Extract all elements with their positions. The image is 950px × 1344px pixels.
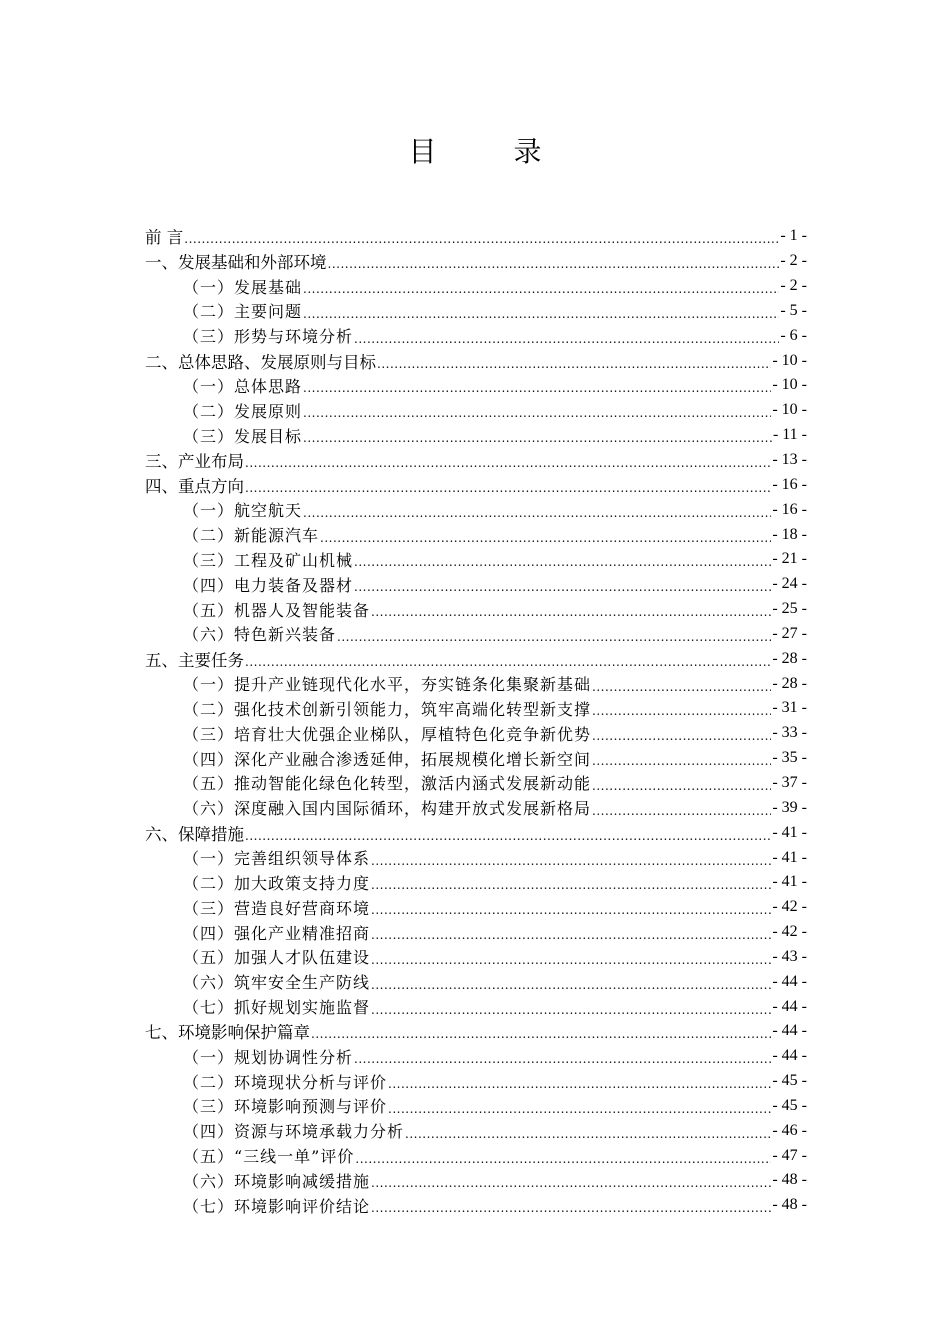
toc-entry-title: 四、重点方向 [145, 476, 244, 496]
toc-page-number: - 44 - [772, 997, 807, 1015]
toc-entry-title: （二）加大政策支持力度 [183, 873, 371, 893]
toc-entry-title: （六）环境影响减缓措施 [183, 1171, 371, 1191]
toc-section-entry[interactable] [145, 771, 807, 796]
dot-leader [354, 1052, 771, 1066]
toc-page-number: - 18 - [772, 525, 807, 543]
dot-leader [303, 282, 779, 296]
toc-entry-title: （二）发展原则 [183, 401, 303, 421]
toc-entry-title: 三、产业布局 [145, 452, 244, 472]
dot-leader [303, 506, 771, 520]
toc-page-number: - 16 - [772, 500, 807, 518]
toc-entry-title: 六、保障措施 [145, 824, 244, 844]
toc-page-number: - 44 - [772, 1047, 807, 1065]
toc-page-number: - 39 - [772, 798, 807, 816]
dot-leader [371, 978, 771, 992]
toc-entry-title: （一）总体思路 [183, 376, 303, 396]
toc-entry-title: 五、主要任务 [145, 650, 244, 670]
toc-entry-title: （五）加强人才队伍建设 [183, 948, 371, 968]
toc-entry-title: （五）“三线一单”评价 [183, 1147, 355, 1167]
toc-section-entry[interactable] [145, 994, 807, 1019]
dot-leader [311, 1027, 771, 1041]
toc-section-entry[interactable] [145, 373, 807, 398]
toc-section-entry[interactable] [145, 944, 807, 969]
toc-chapter-entry[interactable] [145, 472, 807, 497]
toc-section-entry[interactable] [145, 671, 807, 696]
toc-chapter-entry[interactable] [145, 646, 807, 671]
toc-section-entry[interactable] [145, 1118, 807, 1143]
toc-page-number: - 5 - [780, 301, 807, 319]
toc-chapter-entry[interactable] [145, 1019, 807, 1044]
toc-page-number: - 44 - [772, 1022, 807, 1040]
toc-entry-title: （四）深化产业融合渗透延伸，拓展规模化增长新空间 [183, 749, 592, 769]
dot-leader [245, 481, 771, 495]
dot-leader [354, 580, 771, 594]
dot-leader [371, 878, 771, 892]
dot-leader [592, 779, 771, 793]
dot-leader [184, 232, 779, 246]
toc-section-entry[interactable] [145, 845, 807, 870]
dot-leader [388, 1077, 771, 1091]
dot-leader [354, 332, 779, 346]
toc-section-entry[interactable] [145, 398, 807, 423]
toc-page-number: - 48 - [772, 1171, 807, 1189]
toc-entry-title: （四）资源与环境承载力分析 [183, 1122, 405, 1142]
toc-entry-title: （四）电力装备及器材 [183, 575, 354, 595]
toc-entry-title: （六）筑牢安全生产防线 [183, 973, 371, 993]
toc-page-number: - 10 - [772, 401, 807, 419]
toc-section-entry[interactable] [145, 969, 807, 994]
toc-entry-title: 前 言 [145, 228, 184, 248]
toc-entry-title: （三）发展目标 [183, 426, 303, 446]
dot-leader [245, 655, 771, 669]
dot-leader [371, 928, 771, 942]
toc-entry-title: （一）提升产业链现代化水平，夯实链条化集聚新基础 [183, 675, 592, 695]
toc-entry-title: （二）新能源汽车 [183, 526, 320, 546]
toc-entry-title: （一）完善组织领导体系 [183, 849, 371, 869]
toc-page-number: - 28 - [772, 649, 807, 667]
dot-leader [388, 1102, 771, 1116]
toc-page-number: - 16 - [772, 475, 807, 493]
toc-page-number: - 1 - [780, 227, 807, 245]
toc-entry-title: （七）环境影响评价结论 [183, 1196, 371, 1216]
table-of-contents [145, 224, 807, 1218]
dot-leader [320, 531, 771, 545]
toc-entry-title: （一）规划协调性分析 [183, 1047, 354, 1067]
dot-leader [592, 804, 771, 818]
toc-section-entry[interactable] [145, 547, 807, 572]
toc-entry-title: （七）抓好规划实施监督 [183, 998, 371, 1018]
toc-section-entry[interactable] [145, 696, 807, 721]
dot-leader [371, 605, 771, 619]
toc-entry-title: （六）特色新兴装备 [183, 625, 337, 645]
toc-page-number: - 24 - [772, 575, 807, 593]
toc-chapter-entry[interactable] [145, 224, 807, 249]
toc-page-number: - 31 - [772, 699, 807, 717]
dot-leader [371, 1201, 771, 1215]
toc-page-number: - 44 - [772, 972, 807, 990]
toc-chapter-entry[interactable] [145, 249, 807, 274]
toc-page-number: - 41 - [772, 823, 807, 841]
toc-page-number: - 41 - [772, 873, 807, 891]
toc-section-entry[interactable] [145, 497, 807, 522]
page-title: 目 录 [408, 135, 576, 168]
toc-entry-title: 一、发展基础和外部环境 [145, 253, 327, 273]
dot-leader [303, 406, 771, 420]
dot-leader [371, 1003, 771, 1017]
toc-page-number: - 45 - [772, 1072, 807, 1090]
toc-section-entry[interactable] [145, 895, 807, 920]
toc-entry-title: （五）推动智能化绿色化转型，激活内涵式发展新动能 [183, 774, 592, 794]
toc-page-number: - 13 - [772, 451, 807, 469]
toc-page-number: - 46 - [772, 1121, 807, 1139]
toc-page-number: - 45 - [772, 1096, 807, 1114]
toc-page-number: - 41 - [772, 848, 807, 866]
dot-leader [303, 381, 771, 395]
dot-leader [355, 1152, 771, 1166]
toc-section-entry[interactable] [145, 622, 807, 647]
toc-section-entry[interactable] [145, 274, 807, 299]
toc-page-number: - 37 - [772, 773, 807, 791]
toc-section-entry[interactable] [145, 522, 807, 547]
dot-leader [592, 754, 771, 768]
toc-chapter-entry[interactable] [145, 820, 807, 845]
toc-entry-title: （六）深度融入国内国际循环，构建开放式发展新格局 [183, 799, 592, 819]
toc-page-number: - 42 - [772, 898, 807, 916]
toc-section-entry[interactable] [145, 721, 807, 746]
dot-leader [328, 257, 780, 271]
dot-leader [245, 829, 771, 843]
dot-leader [592, 729, 771, 743]
toc-page-number: - 6 - [780, 326, 807, 344]
dot-leader [245, 456, 771, 470]
toc-entry-title: （五）机器人及智能装备 [183, 600, 371, 620]
toc-entry-title: （三）工程及矿山机械 [183, 550, 354, 570]
toc-page-number: - 43 - [772, 947, 807, 965]
toc-page-number: - 48 - [772, 1196, 807, 1214]
dot-leader [303, 307, 779, 321]
dot-leader [371, 953, 771, 967]
dot-leader [405, 1127, 771, 1141]
toc-section-entry[interactable] [145, 870, 807, 895]
toc-page-number: - 11 - [772, 426, 807, 444]
toc-entry-title: （四）强化产业精准招商 [183, 923, 371, 943]
toc-page-number: - 2 - [780, 252, 807, 270]
toc-chapter-entry[interactable] [145, 448, 807, 473]
dot-leader [371, 1176, 771, 1190]
toc-section-entry[interactable] [145, 1069, 807, 1094]
dot-leader [371, 854, 771, 868]
toc-page-number: - 33 - [772, 724, 807, 742]
toc-entry-title: （二）主要问题 [183, 302, 303, 322]
toc-section-entry[interactable] [145, 299, 807, 324]
toc-page-number: - 27 - [772, 624, 807, 642]
dot-leader [354, 555, 771, 569]
toc-section-entry[interactable] [145, 597, 807, 622]
dot-leader [592, 680, 771, 694]
toc-entry-title: 七、环境影响保护篇章 [145, 1023, 310, 1043]
dot-leader [303, 431, 772, 445]
toc-section-entry[interactable] [145, 795, 807, 820]
toc-page-number: - 35 - [772, 749, 807, 767]
toc-entry-title: （三）营造良好营商环境 [183, 898, 371, 918]
toc-page-number: - 28 - [772, 674, 807, 692]
toc-section-entry[interactable] [145, 1168, 807, 1193]
dot-leader [592, 704, 771, 718]
toc-page-number: - 47 - [772, 1146, 807, 1164]
toc-section-entry[interactable] [145, 920, 807, 945]
toc-entry-title: （二）环境现状分析与评价 [183, 1072, 388, 1092]
toc-entry-title: （二）强化技术创新引领能力，筑牢高端化转型新支撑 [183, 699, 592, 719]
dot-leader [377, 357, 771, 371]
toc-page-number: - 25 - [772, 600, 807, 618]
toc-page-number: - 10 - [772, 351, 807, 369]
toc-entry-title: （三）形势与环境分析 [183, 327, 354, 347]
toc-section-entry[interactable] [145, 1094, 807, 1119]
toc-page-number: - 2 - [780, 277, 807, 295]
toc-entry-title: （一）发展基础 [183, 277, 303, 297]
toc-entry-title: （三）培育壮大优强企业梯队，厚植特色化竞争新优势 [183, 724, 592, 744]
toc-section-entry[interactable] [145, 746, 807, 771]
toc-section-entry[interactable] [145, 323, 807, 348]
toc-entry-title: （三）环境影响预测与评价 [183, 1097, 388, 1117]
toc-entry-title: 二、总体思路、发展原则与目标 [145, 352, 376, 372]
toc-page-number: - 10 - [772, 376, 807, 394]
toc-chapter-entry[interactable] [145, 348, 807, 373]
dot-leader [371, 903, 771, 917]
toc-page-number: - 21 - [772, 550, 807, 568]
toc-section-entry[interactable] [145, 1193, 807, 1218]
toc-section-entry[interactable] [145, 1044, 807, 1069]
toc-section-entry[interactable] [145, 572, 807, 597]
toc-section-entry[interactable] [145, 423, 807, 448]
toc-section-entry[interactable] [145, 1143, 807, 1168]
dot-leader [337, 630, 771, 644]
toc-entry-title: （一）航空航天 [183, 501, 303, 521]
toc-page-number: - 42 - [772, 923, 807, 941]
